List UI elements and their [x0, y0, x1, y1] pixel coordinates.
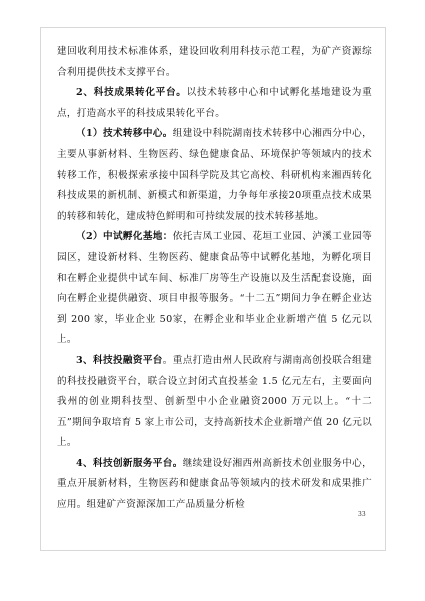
section-heading: 4、科技创新服务平台。	[76, 457, 183, 469]
paragraph-conversion-platform	[57, 83, 372, 124]
paragraph-text: 组建设中科院湖南技术转移中心湘西分中心，主要从事新材料、生物医药、绿色健康食品、环境保护等领域内的技术转移工作，积极探索承接中国科学院及其它高校、科研机构来湘西转化科技成果的新机制、新模式和新渠道，力争每年承接20项重点技术成果的转移和转化，建成特色鲜明和可持续发展的技术转移基地。	[57, 128, 372, 222]
paragraph-text: 建回收利用技术标准体系，建设回收利用科技示范工程，为矿产资源综合利用提供技术支撑平台。	[57, 46, 372, 78]
paragraph-innovation-service	[57, 454, 372, 516]
paragraph-continuation	[57, 42, 372, 83]
subsection-heading: （2）中试孵化基地：	[76, 231, 173, 243]
section-heading: 2、科技成果转化平台。	[76, 87, 187, 99]
paragraph-incubation-base	[57, 227, 372, 351]
section-heading: 3、科技投融资平台	[76, 354, 163, 366]
paragraph-text: 依托吉凤工业园、花垣工业园、泸溪工业园等园区，建设新材料、生物医药、健康食品等中试孵化基地，为孵化项目和在孵企业提供中试车间、标准厂房等生产设施以及生活配套设施，面向在孵企业提供融资、项目申报等服务。“十二五”期间力争在孵企业达到 200 家，毕业企业 50家，在孵企业和毕业企业新增产值 5 亿元以上。	[57, 231, 372, 346]
paragraph-text: 继续建设好湘西州高新技术创业服务中心，重点开展新材料，生物医药和健康食品等领域内的技术研发和成果推广应用。组建矿产资源深加工产品质量分析检	[57, 457, 372, 511]
paragraph-tech-transfer-center	[57, 124, 372, 227]
subsection-heading: （1）技术转移中心。	[76, 128, 173, 140]
paragraph-text: 。重点打造由州人民政府与湖南高创投联合组建的科技投融资平台，联合设立封闭式直投基金 1.5 亿元左右，主要面向我州的创业期科技型、创新型中小企业融资2000 万元以上。“十二五”期间争取培育 5 家上市公司，支持高新技术企业新增产值 20 亿元以上。	[57, 354, 372, 449]
paragraph-investment-platform	[57, 351, 372, 454]
paragraph-text: 以技术转移中心和中试孵化基地建设为重点，打造高水平的科技成果转化平台。	[57, 87, 372, 119]
body-text	[57, 42, 372, 516]
page-number: 33	[358, 511, 366, 518]
